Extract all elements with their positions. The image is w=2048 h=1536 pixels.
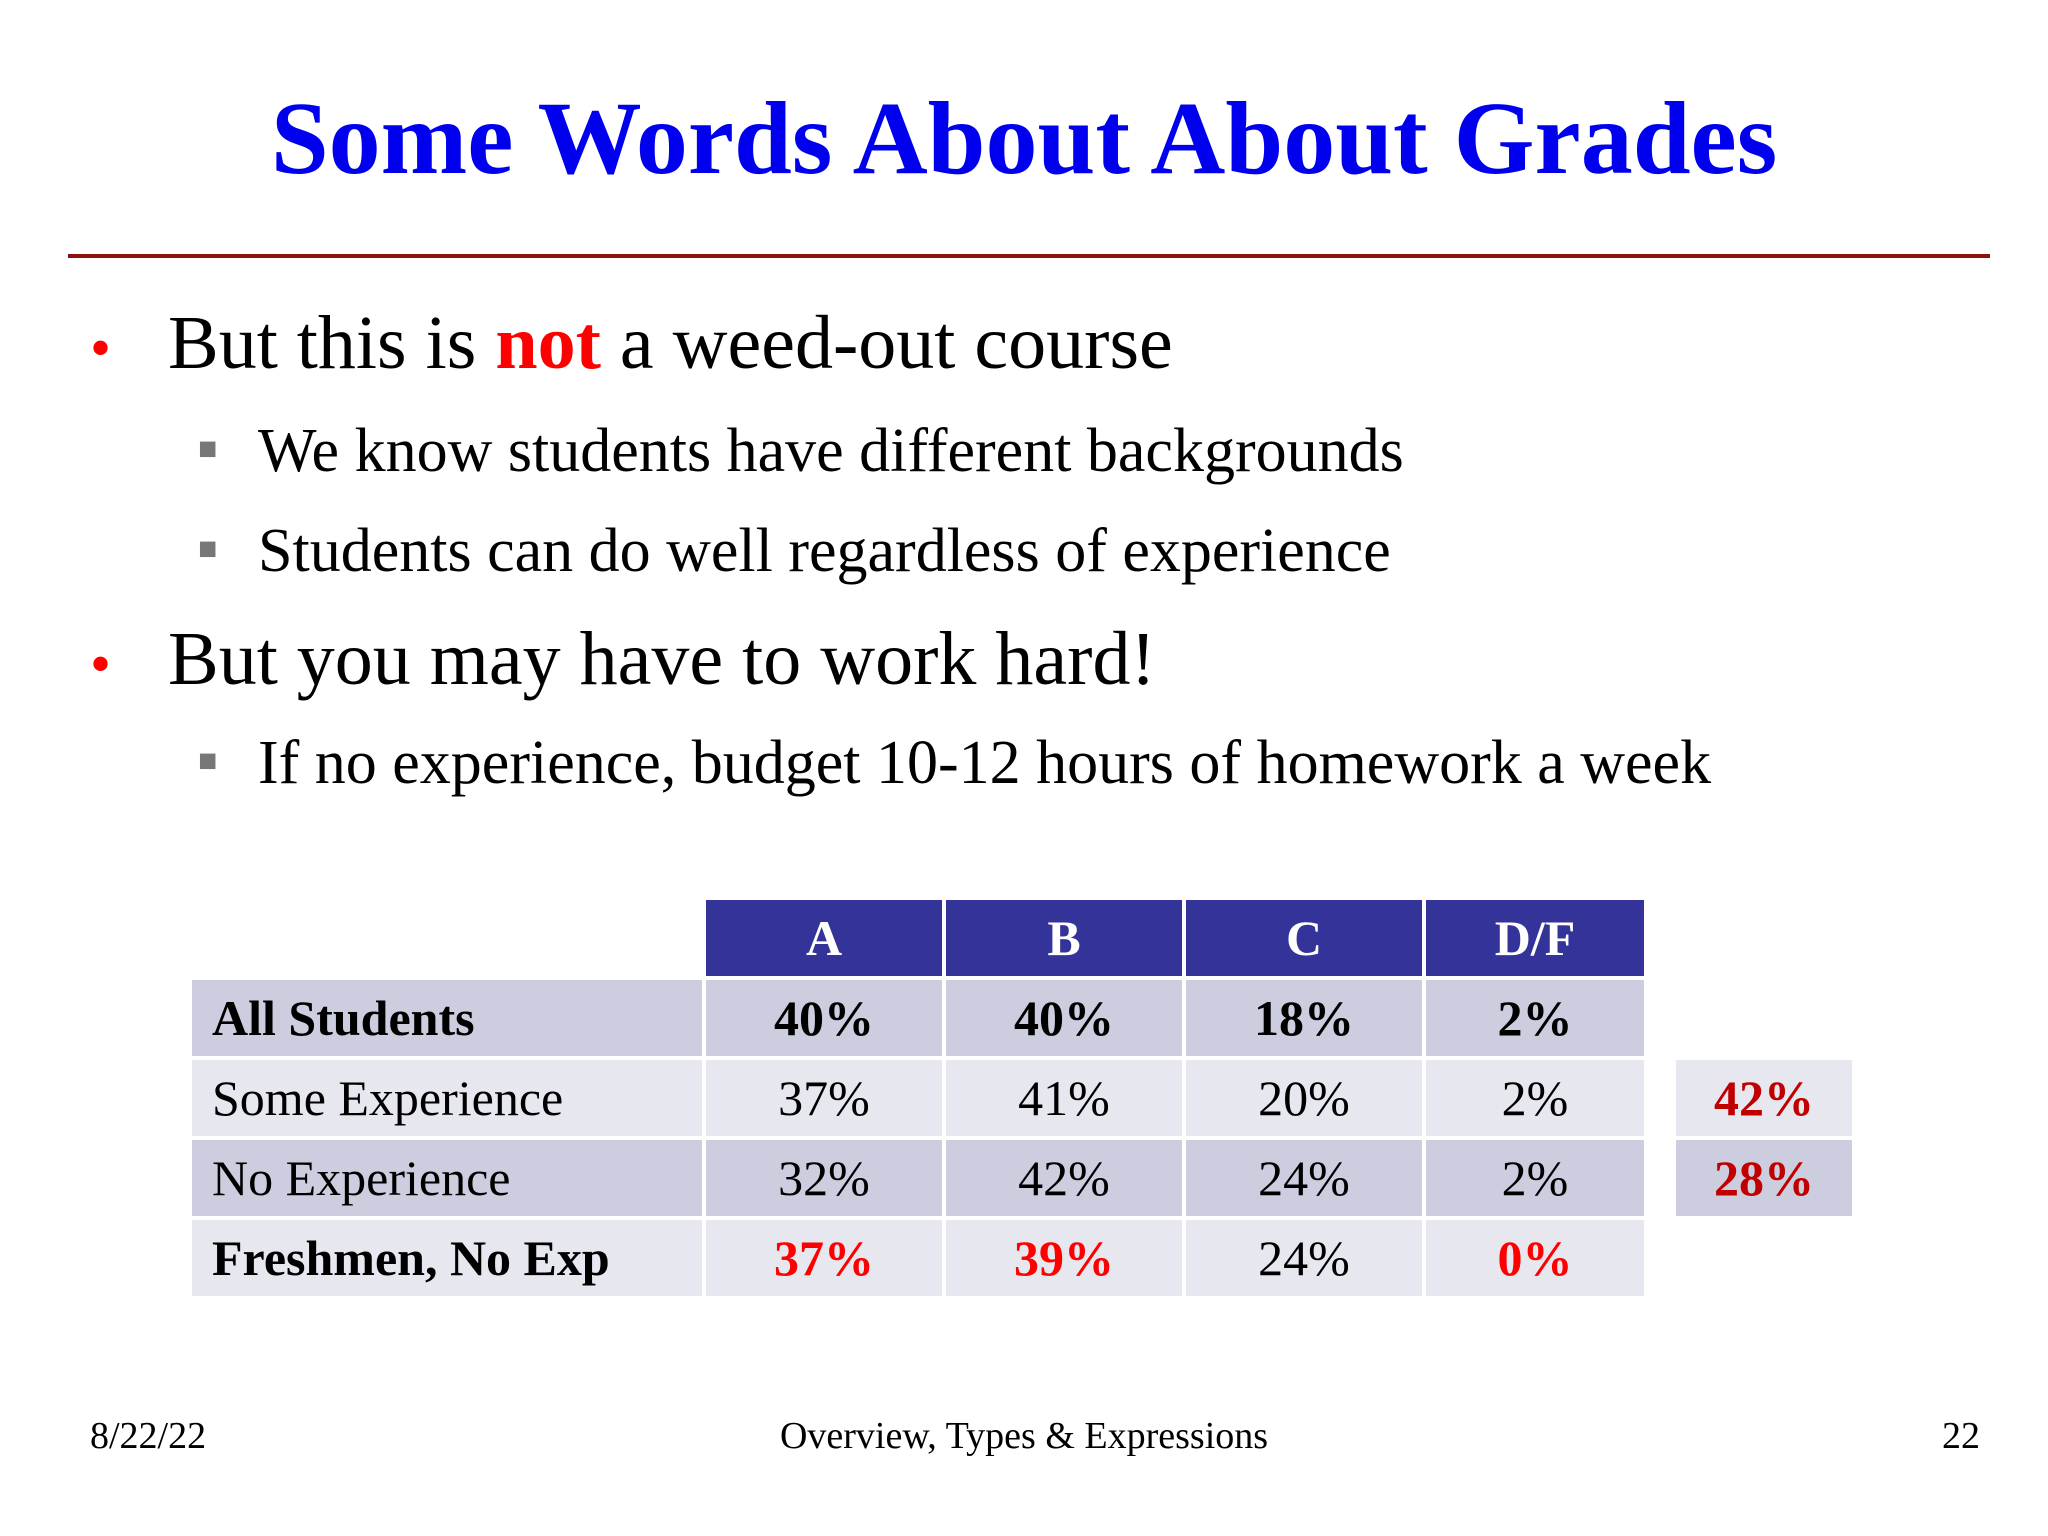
header-cell-b: B bbox=[946, 900, 1182, 976]
header-cell-df: D/F bbox=[1426, 900, 1644, 976]
table-cell: 32% bbox=[706, 1140, 942, 1216]
table-corner-cell bbox=[192, 900, 702, 976]
table-header-row bbox=[192, 900, 1852, 976]
table-cell: 24% bbox=[1186, 1220, 1422, 1296]
table-row bbox=[192, 1220, 1852, 1296]
side-header-cell bbox=[1676, 900, 1852, 976]
side-total-cell: 28% bbox=[1676, 1140, 1852, 1216]
table-cell: 42% bbox=[946, 1140, 1182, 1216]
spacer-cell bbox=[1648, 980, 1672, 1056]
table-cell: 18% bbox=[1186, 980, 1422, 1056]
bullet-text-post: a weed-out course bbox=[600, 301, 1173, 385]
spacer-cell bbox=[1648, 1060, 1672, 1136]
table-cell: 24% bbox=[1186, 1140, 1422, 1216]
footer-title: Overview, Types & Expressions bbox=[779, 1415, 1269, 1457]
slide-title: Some Words About About Grades bbox=[270, 81, 1778, 196]
spacer-cell bbox=[1648, 900, 1672, 976]
row-label: Some Experience bbox=[192, 1060, 702, 1136]
table-row bbox=[192, 1140, 1852, 1216]
table-cell: 40% bbox=[946, 980, 1182, 1056]
table-cell: 40% bbox=[706, 980, 942, 1056]
side-total-cell: 42% bbox=[1676, 1060, 1852, 1136]
sub-bullet-backgrounds bbox=[198, 416, 1404, 487]
table-cell: 41% bbox=[946, 1060, 1182, 1136]
table-cell: 20% bbox=[1186, 1060, 1422, 1136]
table-cell: 37% bbox=[706, 1060, 942, 1136]
table-cell: 0% bbox=[1426, 1220, 1644, 1296]
header-cell-c: C bbox=[1186, 900, 1422, 976]
row-label: All Students bbox=[192, 980, 702, 1056]
bullet-dot-icon: • bbox=[90, 631, 112, 697]
table-cell: 39% bbox=[946, 1220, 1182, 1296]
title-divider bbox=[68, 254, 1990, 258]
sub-bullet-text: We know students have different backgrounds bbox=[258, 417, 1404, 485]
grades-table bbox=[188, 896, 1856, 1300]
square-bullet-icon: ■ bbox=[198, 742, 218, 778]
spacer-cell bbox=[1648, 1220, 1672, 1296]
table-cell: 2% bbox=[1426, 1060, 1644, 1136]
sub-bullet-text: Students can do well regardless of experience bbox=[258, 517, 1391, 585]
footer-date: 8/22/22 bbox=[90, 1415, 207, 1457]
bullet-text: But you may have to work hard! bbox=[168, 617, 1156, 701]
table-row bbox=[192, 980, 1852, 1056]
bullet-dot-icon: • bbox=[90, 315, 112, 381]
table-cell: 2% bbox=[1426, 980, 1644, 1056]
sub-bullet-homework bbox=[198, 728, 1711, 799]
page-number: 22 bbox=[1942, 1415, 1980, 1457]
sub-bullet-regardless bbox=[198, 516, 1391, 587]
table-cell: 37% bbox=[706, 1220, 942, 1296]
square-bullet-icon: ■ bbox=[198, 430, 218, 466]
bullet-text-pre: But this is bbox=[168, 301, 496, 385]
spacer-cell bbox=[1648, 1140, 1672, 1216]
bullet-text bbox=[168, 300, 1173, 387]
bullet-text-emphasis: not bbox=[495, 301, 601, 385]
row-label: No Experience bbox=[192, 1140, 702, 1216]
row-label: Freshmen, No Exp bbox=[192, 1220, 702, 1296]
sub-bullet-text: If no experience, budget 10-12 hours of homework a week bbox=[258, 729, 1712, 797]
table-cell: 2% bbox=[1426, 1140, 1644, 1216]
square-bullet-icon: ■ bbox=[198, 530, 218, 566]
table-row bbox=[192, 1060, 1852, 1136]
side-cell bbox=[1676, 980, 1852, 1056]
side-cell bbox=[1676, 1220, 1852, 1296]
header-cell-a: A bbox=[706, 900, 942, 976]
bullet-work-hard bbox=[90, 616, 1156, 703]
bullet-weed-out bbox=[90, 300, 1173, 387]
